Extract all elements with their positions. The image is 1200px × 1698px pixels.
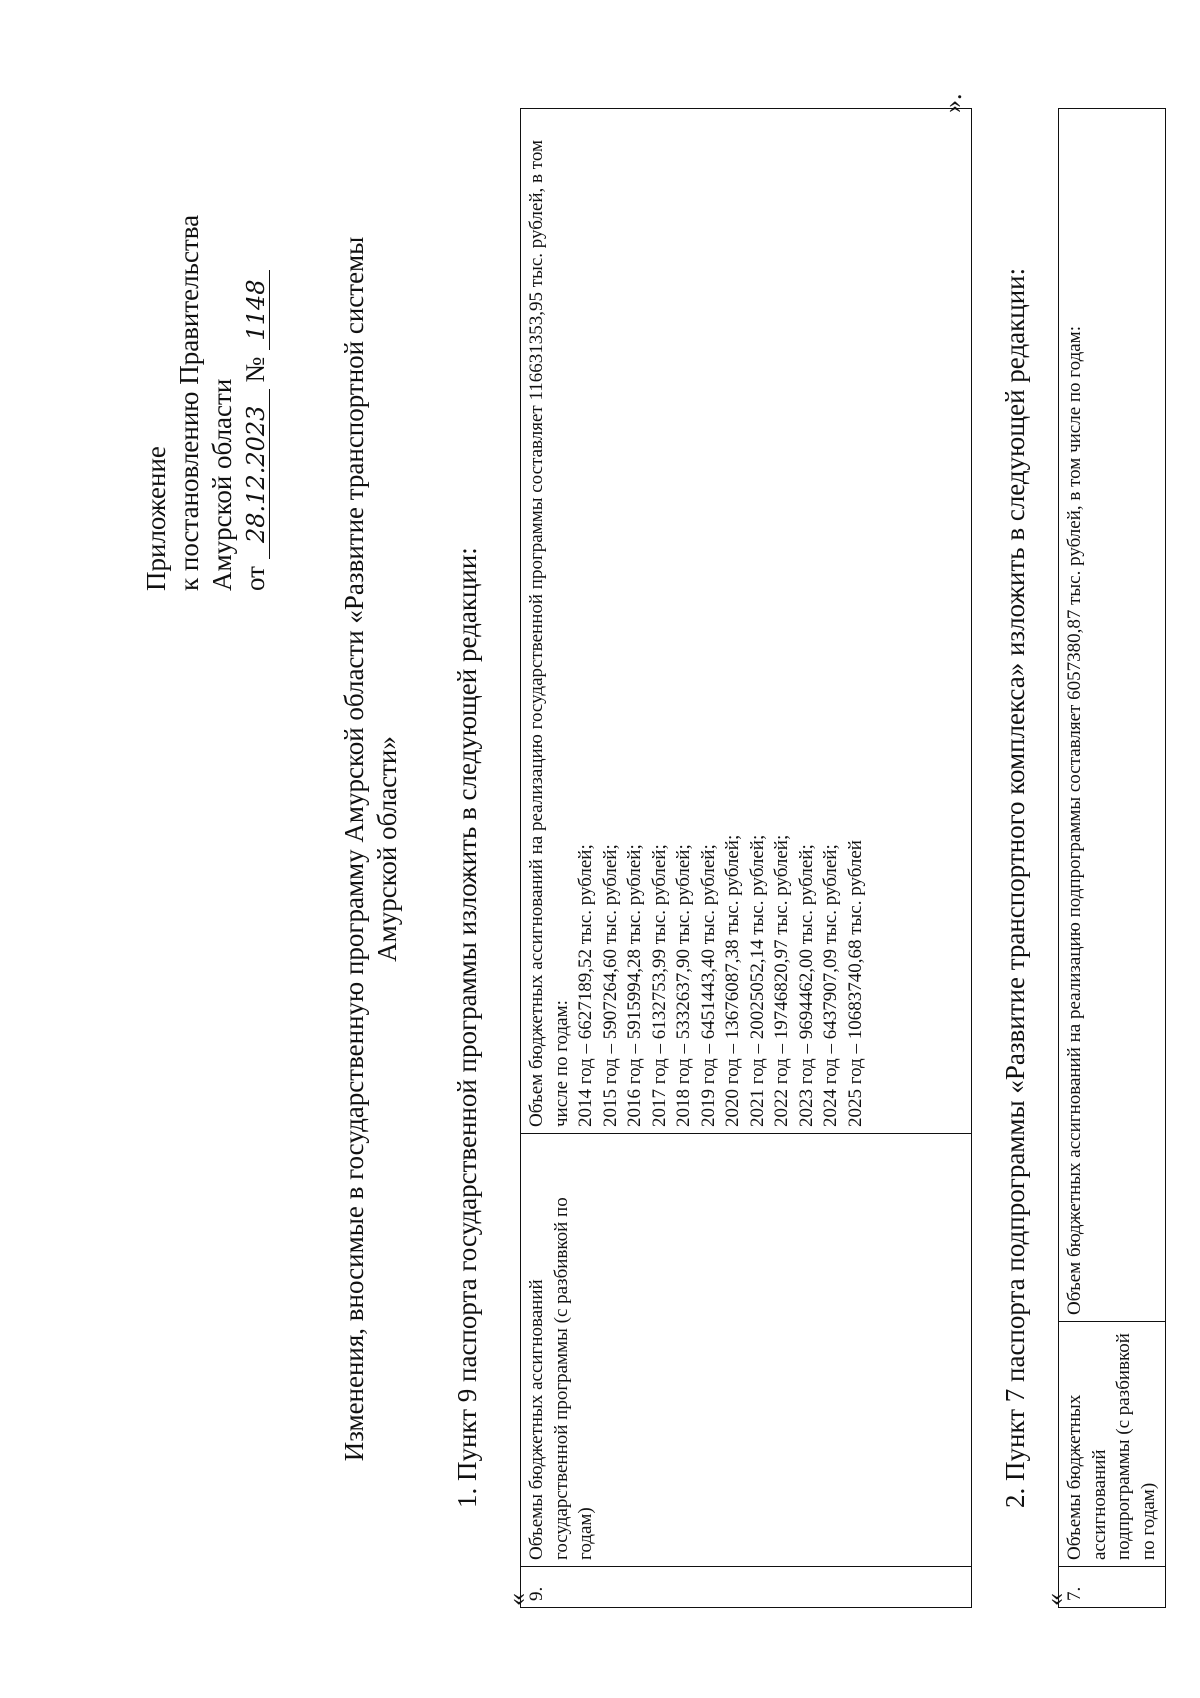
- row-value-intro: Объем бюджетных ассигнований на реализацию государственной программы составляет 116631353,95 тыс. рублей, в том числе по годам:: [526, 140, 572, 1127]
- title-line-2: Амурской области»: [372, 736, 402, 962]
- date-prefix: от: [240, 566, 270, 591]
- year-item: 2021 год – 20025052,14 тыс. рублей;: [746, 834, 768, 1127]
- subprogram-passport-table: [1058, 108, 1166, 1608]
- year-item: 2023 год – 9694462,00 тыс. рублей;: [795, 844, 817, 1127]
- table-row: [521, 109, 972, 1608]
- appendix-region-line: Амурской области: [207, 378, 237, 591]
- year-list: [574, 115, 868, 1127]
- year-item: 2020 год – 13676087,38 тыс. рублей;: [722, 834, 743, 1127]
- number-sign: №: [240, 356, 270, 383]
- row-name: Объемы бюджетных ассигнований государственной программы (с разбивкой по годам): [521, 1134, 972, 1567]
- row-value: [521, 109, 972, 1134]
- handwritten-date: 28.12.2023: [243, 389, 270, 559]
- section-2-open-quote: «: [1040, 1593, 1069, 1606]
- section-1-close-quote: ».: [938, 93, 967, 113]
- section-1-open-quote: «: [502, 1593, 531, 1606]
- year-item: 2022 год – 19746820,97 тыс. рублей;: [771, 834, 792, 1127]
- year-item: 2024 год – 6437907,09 тыс. рублей;: [820, 844, 841, 1127]
- row-number: 7.: [1059, 1567, 1166, 1608]
- appendix-decree-line: к постановлению Правительства: [174, 214, 204, 591]
- section-2-heading: 2. Пункт 7 паспорта подпрограммы «Развитие транспортного комплекса» изложить в следующей редакции:: [1000, 267, 1030, 1508]
- appendix-label: Приложение: [141, 446, 171, 591]
- year-item: 2025 год – 10683740,68 тыс. рублей: [844, 840, 866, 1127]
- row-number: 9.: [521, 1567, 972, 1608]
- year-item: 2017 год – 6132753,99 тыс. рублей;: [648, 844, 670, 1127]
- handwritten-number: 1148: [243, 270, 270, 350]
- row-value: Объем бюджетных ассигнований на реализацию подпрограммы составляет 6057380,87 тыс. рублей, в том числе по годам:: [1059, 109, 1166, 1322]
- section-1-heading: 1. Пункт 9 паспорта государственной программы изложить в следующей редакции:: [452, 547, 482, 1508]
- appendix-date-line: [239, 215, 272, 591]
- table-row: [1059, 109, 1166, 1608]
- program-passport-table: [520, 108, 972, 1608]
- year-item: 2018 год – 5332637,90 тыс. рублей;: [673, 844, 694, 1127]
- year-item: 2014 год – 6627189,52 тыс. рублей;: [575, 844, 596, 1127]
- title-line-1: Изменения, вносимые в государственную программу Амурской области «Развитие транспортной системы: [339, 236, 369, 1462]
- year-item: 2016 год – 5915994,28 тыс. рублей;: [624, 844, 645, 1127]
- row-name: Объемы бюджетных ассигнований подпрограммы (с разбивкой по годам): [1059, 1322, 1166, 1567]
- appendix-block: [140, 215, 272, 591]
- year-item: 2019 год – 6451443,40 тыс. рублей;: [697, 844, 719, 1127]
- document-title: [338, 0, 404, 1698]
- year-item: 2015 год – 5907264,60 тыс. рублей;: [599, 844, 621, 1127]
